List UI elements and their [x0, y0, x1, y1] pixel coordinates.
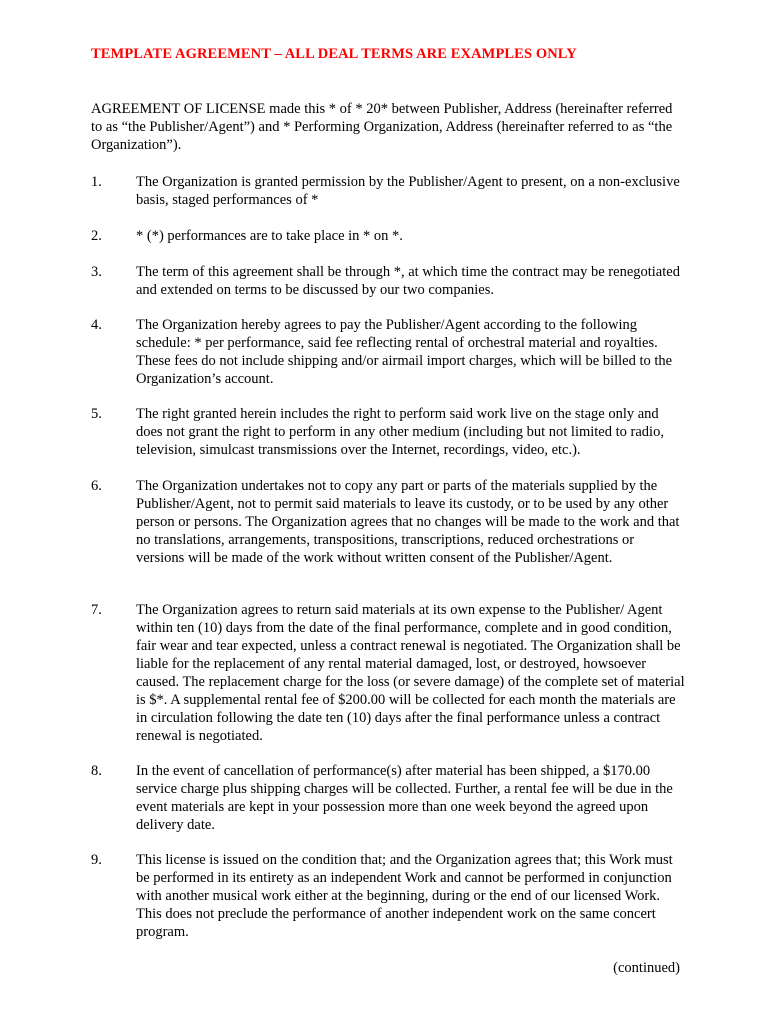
clause-number: 2.: [91, 228, 102, 244]
clause-7: [91, 601, 691, 745]
clause-number: 4.: [91, 317, 102, 333]
clause-number: 8.: [91, 763, 102, 779]
clause-3: [91, 263, 691, 299]
clause-text: The term of this agreement shall be through *, at which time the contract may be renegotiated and extended on terms to be discussed by our two companies.: [136, 264, 680, 298]
clause-number: 3.: [91, 264, 102, 280]
clause-text: The right granted herein includes the right to perform said work live on the stage only and does not grant the right to perform in any other medium (including but not limited to radio, television, simulcast transmissions over the Internet, recordings, video, etc.).: [136, 406, 664, 458]
clause-number: 7.: [91, 602, 102, 618]
clause-number: 1.: [91, 174, 102, 190]
clause-number: 6.: [91, 478, 102, 494]
continued-note: (continued): [613, 960, 680, 976]
clause-text: The Organization undertakes not to copy any part or parts of the materials supplied by the Publisher/Agent, not to permit said materials to leave its custody, or to be used by any other person or persons. The Organization agrees that no changes will be made to the work and that no translations, arrangements, transpositions, transcriptions, reduced orchestrations or versions will be made of the work without written consent of the Publisher/Agent.: [136, 478, 680, 566]
clause-4: [91, 316, 691, 388]
clause-9: [91, 851, 691, 941]
clause-text: The Organization hereby agrees to pay the Publisher/Agent according to the following schedule: * per performance, said fee reflecting rental of orchestral material and royalties. These fees do not include shipping and/or airmail import charges, which will be billed to the Organization’s account.: [136, 317, 673, 387]
clause-2: [91, 227, 691, 245]
clause-1: [91, 173, 691, 209]
clause-text: The Organization agrees to return said materials at its own expense to the Publisher/ Agent within ten (10) days from the date of the final performance, complete and in good condition, fair wear and tear expected, unless a contract renewal is negotiated. The Organization shall be liable for the replacement of any rental material damaged, lost, or destroyed, howsoever caused. The replacement charge for the loss (or severe damage) of the complete set of material is $*. A supplemental rental fee of $200.00 will be collected for each month the materials are in circulation following the date ten (10) days after the final performance unless a contract renewal is negotiated.: [136, 602, 685, 744]
clause-text: The Organization is granted permission by the Publisher/Agent to present, on a non-exclusive basis, staged performances of *: [136, 174, 680, 208]
agreement-intro: AGREEMENT OF LICENSE made this * of * 20* between Publisher, Address (hereinafter referred to as “the Publisher/Agent”) and * Performing Organization, Address (hereinafter referred to as “the Organization”).: [91, 101, 673, 153]
clause-number: 9.: [91, 852, 102, 868]
clause-text: In the event of cancellation of performance(s) after material has been shipped, a $170.00 service charge plus shipping charges will be collected. Further, a rental fee will be due in the event materials are kept in your possession more than one week beyond the agreed upon delivery date.: [136, 763, 673, 833]
document-header: TEMPLATE AGREEMENT – ALL DEAL TERMS ARE EXAMPLES ONLY: [91, 46, 577, 62]
clause-5: [91, 405, 691, 459]
clause-8: [91, 762, 691, 834]
clause-6: [91, 477, 691, 567]
clause-text: * (*) performances are to take place in * on *.: [136, 228, 403, 244]
clause-text: This license is issued on the condition that; and the Organization agrees that; this Work must be performed in its entirety as an independent Work and cannot be performed in conjunction with another musical work either at the beginning, during or the end of our licensed Work. This does not preclude the performance of another independent work on the same concert program.: [136, 852, 673, 940]
clause-number: 5.: [91, 406, 102, 422]
